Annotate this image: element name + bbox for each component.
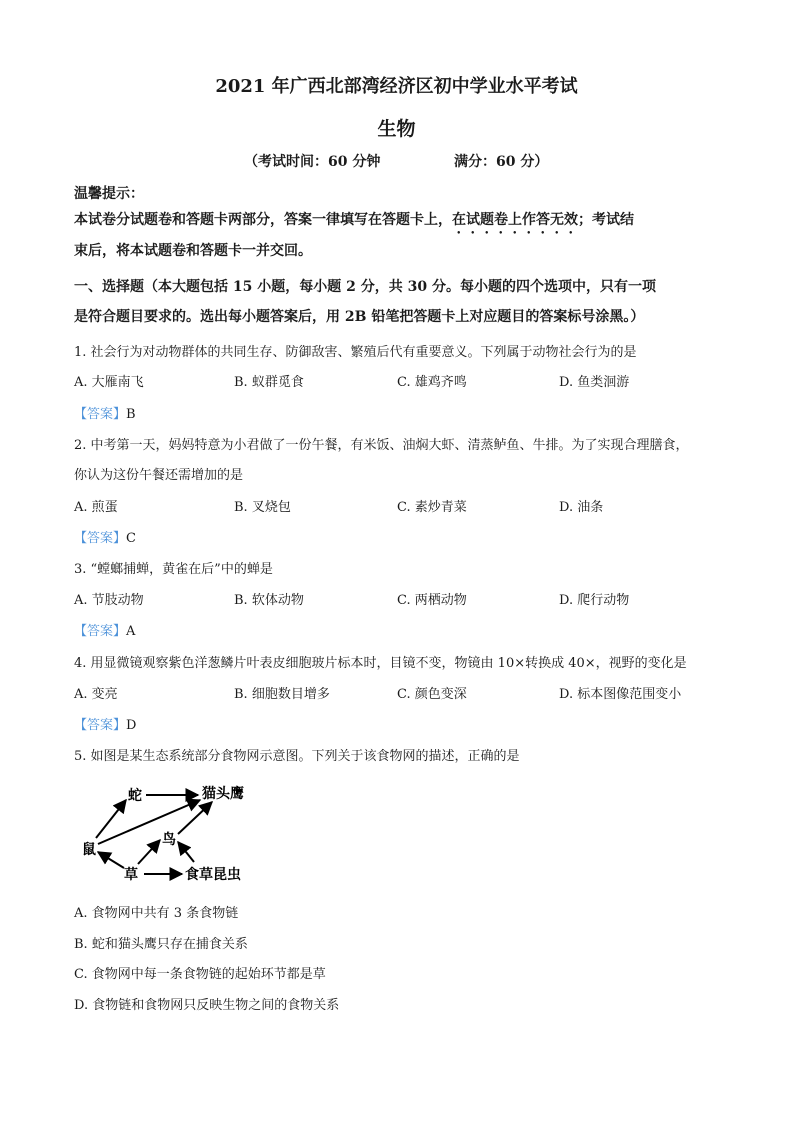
question-4-option-a: A. 变亮 [74, 687, 118, 702]
question-1-option-a: A. 大雁南飞 [74, 375, 144, 390]
section-heading-line-1: 一、选择题（本大题包括 15 小题，每小题 2 分，共 30 分。每小题的四个选项中，只有一项 [74, 279, 656, 295]
question-1-stem: 1. 社会行为对动物群体的共同生存、防御敌害、繁殖后代有重要意义。下列属于动物社会行为的是 [74, 345, 637, 360]
node-owl: 猫头鹰 [202, 786, 244, 802]
question-2-answer [74, 527, 136, 546]
exam-time: （考试时间：60 分钟 [244, 154, 381, 170]
answer-tag: 【答案】 [74, 718, 127, 733]
answer-value: B [126, 407, 136, 422]
arrow-grass-bird [138, 840, 160, 864]
arrow-insect-bird [178, 842, 194, 862]
question-1-option-d: D. 鱼类洄游 [559, 375, 630, 390]
question-3-option-a: A. 节肢动物 [74, 593, 144, 608]
question-2-option-c: C. 素炒青菜 [397, 500, 467, 515]
exam-title: 2021 年广西北部湾经济区初中学业水平考试 [215, 76, 578, 97]
question-4-answer [74, 714, 136, 733]
node-insect: 食草昆虫 [185, 867, 241, 883]
question-5-option-b: B. 蛇和猫头鹰只存在捕食关系 [74, 937, 248, 952]
notice-line-1 [74, 209, 634, 237]
section-heading-line-2: 是符合题目要求的。选出每小题答案后，用 2B 铅笔把答题卡上对应题目的答案标号涂黑。） [74, 309, 645, 325]
answer-value: D [126, 718, 137, 733]
notice-text: 本试卷分试题卷和答题卡两部分，答案一律填写在答题卡上， [74, 212, 452, 228]
answer-tag: 【答案】 [74, 531, 127, 546]
question-3-stem: 3. “螳螂捕蝉，黄雀在后”中的蝉是 [74, 562, 273, 577]
subject-title: 生物 [377, 118, 416, 140]
question-2-stem-line-1: 2. 中考第一天，妈妈特意为小君做了一份午餐，有米饭、油焖大虾、清蒸鲈鱼、牛排。为了实现合理膳食， [74, 438, 689, 453]
question-3-option-c: C. 两栖动物 [397, 593, 467, 608]
notice-heading: 温馨提示： [74, 186, 144, 202]
question-5-option-d: D. 食物链和食物网只反映生物之间的食物关系 [74, 998, 340, 1013]
arrow-grass-mouse [98, 852, 124, 868]
node-grass: 草 [124, 867, 138, 883]
question-1-option-b: B. 蚁群觅食 [234, 375, 304, 390]
question-4-option-c: C. 颜色变深 [397, 687, 467, 702]
question-2-option-b: B. 叉烧包 [234, 500, 291, 515]
question-3-option-b: B. 软体动物 [234, 593, 304, 608]
answer-value: C [126, 531, 136, 546]
node-snake: 蛇 [128, 788, 142, 804]
question-2-option-d: D. 油条 [559, 500, 604, 515]
question-5-option-c: C. 食物网中每一条食物链的起始环节都是草 [74, 967, 326, 982]
notice-emphasis: 在试题卷上作答无效 [452, 212, 578, 228]
question-2-stem-line-2: 你认为这份午餐还需增加的是 [74, 468, 244, 483]
node-bird: 鸟 [162, 832, 176, 848]
arrow-mouse-snake [96, 800, 126, 838]
question-5-stem: 5. 如图是某生态系统部分食物网示意图。下列关于该食物网的描述，正确的是 [74, 749, 520, 764]
notice-line-2: 束后，将本试题卷和答题卡一并交回。 [74, 243, 312, 259]
question-5-option-a: A. 食物网中共有 3 条食物链 [74, 906, 239, 921]
answer-tag: 【答案】 [74, 407, 127, 422]
question-3-answer [74, 620, 135, 639]
arrow-mouse-owl [98, 800, 200, 844]
question-4-option-d: D. 标本图像范围变小 [559, 687, 682, 702]
question-3-option-d: D. 爬行动物 [559, 593, 630, 608]
question-4-option-b: B. 细胞数目增多 [234, 687, 330, 702]
answer-tag: 【答案】 [74, 624, 127, 639]
question-4-stem: 4. 用显微镜观察紫色洋葱鳞片叶表皮细胞玻片标本时，目镜不变，物镜由 10×转换成 40×，视野的变化是 [74, 656, 687, 671]
food-web-diagram [68, 774, 268, 890]
answer-value: A [126, 624, 136, 639]
question-2-option-a: A. 煎蛋 [74, 500, 118, 515]
notice-text-end: ；考试结 [578, 212, 634, 228]
full-score: 满分：60 分） [454, 154, 549, 170]
question-1-option-c: C. 雄鸡齐鸣 [397, 375, 467, 390]
question-1-answer [74, 403, 136, 422]
node-mouse: 鼠 [82, 842, 96, 858]
